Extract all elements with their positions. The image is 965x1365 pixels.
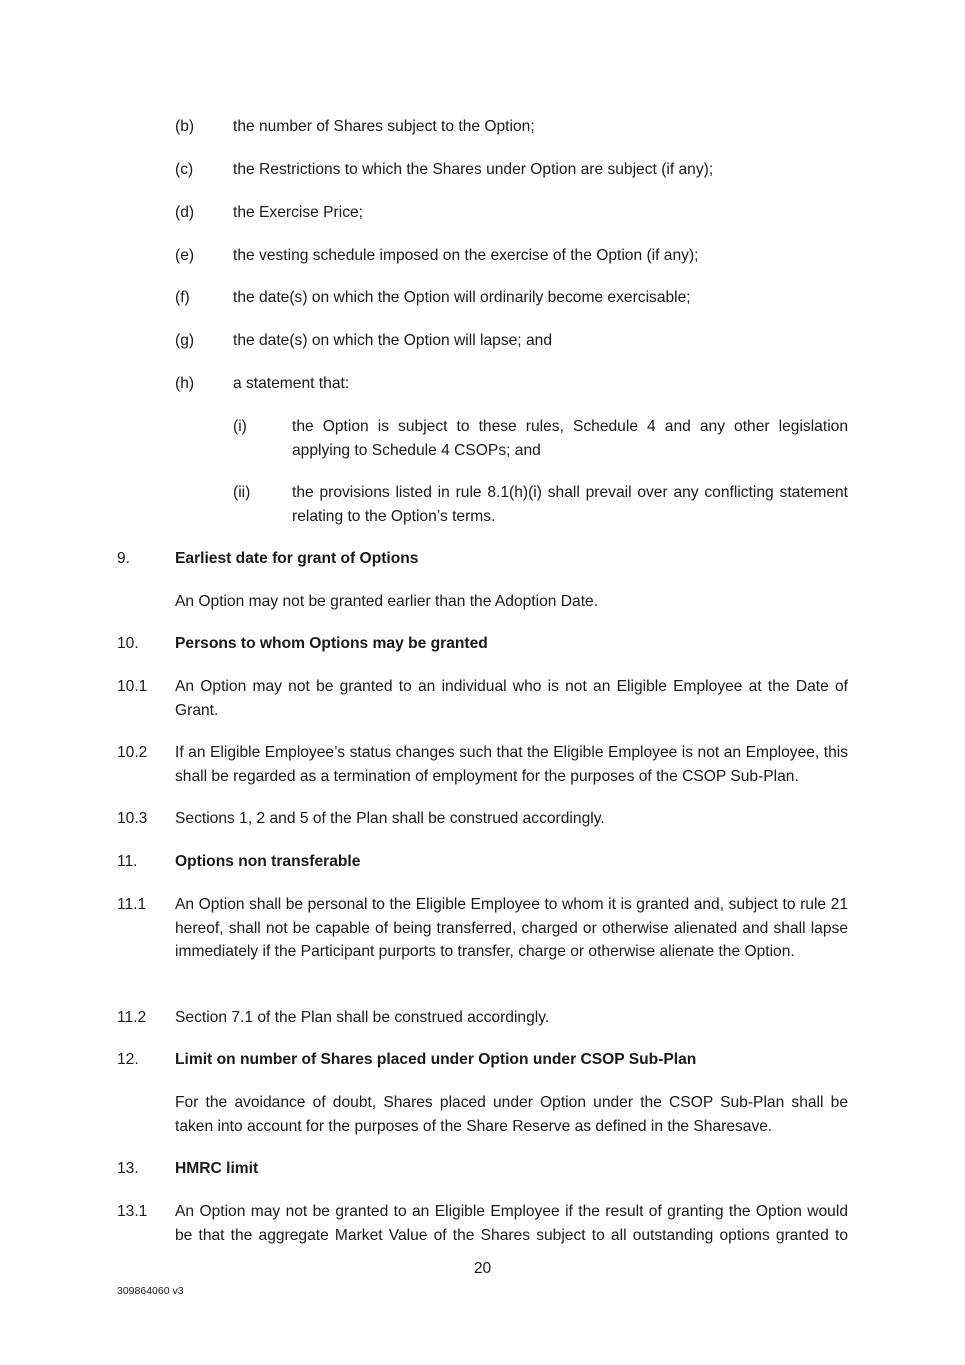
paragraph: An Option may not be granted earlier than the Adoption Date. — [175, 593, 599, 610]
item-label: (f) — [175, 289, 190, 306]
clause-number: 13.1 — [117, 1203, 148, 1220]
page-number: 20 — [473, 1260, 492, 1277]
clause-text: If an Eligible Employee’s status changes such that the Eligible Employee is not an Employee, this shall be regarded as a termination of employment for the purposes of the CSOP Sub-Plan. — [175, 744, 848, 785]
clause-number: 11.2 — [117, 1009, 147, 1026]
sub-item-text: the provisions listed in rule 8.1(h)(i) shall prevail over any conflicting statement relating to the Option’s terms. — [292, 484, 848, 525]
item-label: (b) — [175, 118, 195, 135]
item-label: (h) — [175, 375, 195, 392]
item-text: the Exercise Price; — [233, 204, 363, 221]
clause-number: 11.1 — [117, 896, 147, 913]
item-text: the date(s) on which the Option will lapse; and — [233, 332, 552, 349]
document-reference: 309864060 v3 — [117, 1285, 184, 1297]
section-number: 13. — [117, 1160, 139, 1177]
clause-text: An Option may not be granted to an Eligible Employee if the result of granting the Option would be that the aggregate Market Value of the Shares subject to all outstanding options granted to — [175, 1203, 848, 1244]
clause-text: Section 7.1 of the Plan shall be construed accordingly. — [175, 1009, 550, 1026]
item-label: (e) — [175, 247, 195, 264]
section-title: Persons to whom Options may be granted — [175, 635, 488, 652]
item-text: the date(s) on which the Option will ordinarily become exercisable; — [233, 289, 691, 306]
item-label: (g) — [175, 332, 195, 349]
sub-item-label: (i) — [233, 418, 247, 435]
clause-number: 10.3 — [117, 810, 148, 827]
item-text: a statement that: — [233, 375, 350, 392]
item-label: (d) — [175, 204, 195, 221]
section-title: Limit on number of Shares placed under Option under CSOP Sub-Plan — [175, 1051, 697, 1068]
section-number: 12. — [117, 1051, 139, 1068]
section-number: 11. — [117, 853, 138, 870]
item-text: the Restrictions to which the Shares under Option are subject (if any); — [233, 161, 714, 178]
clause-number: 10.2 — [117, 744, 148, 761]
section-title: Earliest date for grant of Options — [175, 550, 419, 567]
section-number: 9. — [117, 550, 131, 567]
clause-text: An Option may not be granted to an individual who is not an Eligible Employee at the Date of Grant. — [175, 678, 848, 719]
section-number: 10. — [117, 635, 139, 652]
section-title: HMRC limit — [175, 1160, 259, 1177]
item-text: the number of Shares subject to the Option; — [233, 118, 535, 135]
item-label: (c) — [175, 161, 194, 178]
item-text: the vesting schedule imposed on the exercise of the Option (if any); — [233, 247, 699, 264]
sub-item-text: the Option is subject to these rules, Schedule 4 and any other legislation applying to Schedule 4 CSOPs; and — [292, 418, 848, 459]
section-title: Options non transferable — [175, 853, 361, 870]
clause-text: Sections 1, 2 and 5 of the Plan shall be construed accordingly. — [175, 810, 605, 827]
sub-item-label: (ii) — [233, 484, 251, 501]
paragraph: For the avoidance of doubt, Shares placed under Option under the CSOP Sub-Plan shall be taken into account for the purposes of the Share Reserve as defined in the Sharesave. — [175, 1094, 848, 1135]
clause-text: An Option shall be personal to the Eligible Employee to whom it is granted and, subject to rule 21 hereof, shall not be capable of being transferred, charged or otherwise alienated and shall lapse immediately if the Participant purports to transfer, charge or otherwise alienate the Option. — [175, 896, 848, 960]
clause-number: 10.1 — [117, 678, 148, 695]
